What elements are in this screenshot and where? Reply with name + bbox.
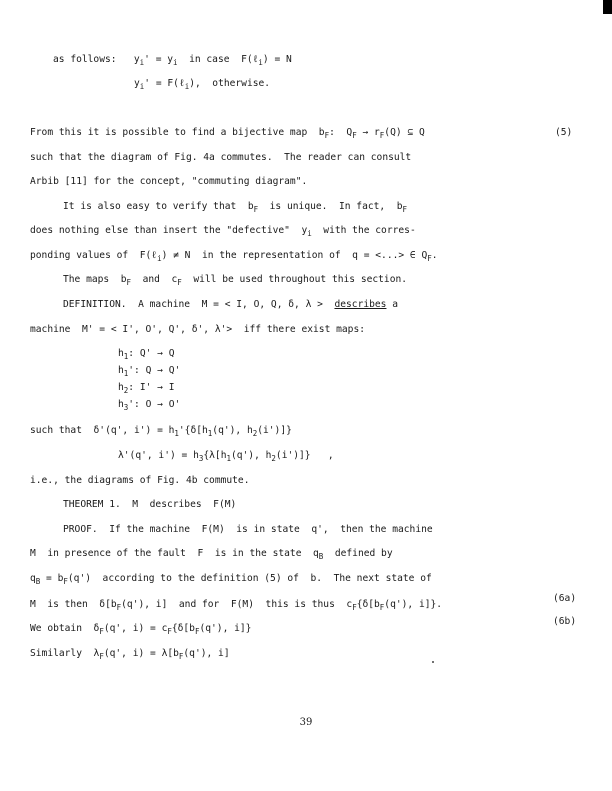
subscript: F <box>177 277 182 287</box>
text-run: The maps b <box>63 274 127 285</box>
text-line <box>30 226 416 236</box>
text-line <box>30 153 411 163</box>
text-run: a <box>386 299 399 310</box>
text-run: M is then δ[b <box>30 599 117 610</box>
subscript: F <box>63 576 68 586</box>
text-line <box>63 500 236 510</box>
text-run: : Q <box>329 127 353 138</box>
text-run: ℓ <box>151 250 158 261</box>
text-run: will be used throughout this section. <box>181 274 408 285</box>
text-run: PROOF. If the machine F(M) is in state q', then the machine <box>63 524 433 535</box>
equation-number-5: (5) <box>555 127 573 138</box>
text-run: ), otherwise. <box>189 78 271 89</box>
subscript: i <box>157 253 162 263</box>
subscript: 1 <box>226 453 231 463</box>
text-run: (q', i) = c <box>103 623 168 634</box>
subscript: F <box>167 626 172 636</box>
text-run: ': Q → Q' <box>128 365 181 376</box>
text-run: '{δ[h <box>178 425 208 436</box>
subscript: i <box>139 81 145 91</box>
text-line <box>30 128 425 138</box>
text-line <box>134 79 270 89</box>
text-run: (Q) ⊆ Q <box>384 127 425 138</box>
text-run: ': O → O' <box>128 399 181 410</box>
text-run: defined by <box>323 548 393 559</box>
text-line <box>53 55 292 65</box>
text-line <box>118 383 175 393</box>
text-run: such that δ'(q', i') = h <box>30 425 175 436</box>
text-run: ' = y <box>144 54 174 65</box>
text-run: (q'), i] <box>183 648 230 659</box>
text-line <box>118 349 175 359</box>
text-run: machine M' = < I', O', Q', δ', λ'> iff there exist maps: <box>30 324 366 335</box>
text-line <box>30 624 251 634</box>
text-run: {δ[b <box>171 623 195 634</box>
text-line <box>30 649 230 659</box>
subscript: F <box>126 277 132 287</box>
text-run: ) ≠ N in the representation of q = <...> ∈ Q <box>161 250 428 261</box>
text-run: (q', i) = λ[b <box>103 648 179 659</box>
subscript: i <box>307 228 312 238</box>
text-run: (q'), i]}. <box>384 599 443 610</box>
subscript: 2 <box>252 428 258 438</box>
subscript: 1 <box>123 351 129 361</box>
text-run: We obtain δ <box>30 623 100 634</box>
text-line <box>63 202 407 212</box>
text-line <box>30 476 250 486</box>
text-run: ponding values of F( <box>30 250 152 261</box>
text-run: = b <box>40 573 64 584</box>
text-run: → r <box>356 127 380 138</box>
text-run: h <box>118 365 124 376</box>
text-run: {λ[h <box>203 450 227 461</box>
text-run: : Q' → Q <box>128 348 175 359</box>
text-run: as follows: y <box>53 54 140 65</box>
text-line <box>30 426 292 436</box>
text-run: (q'), i] and for F(M) this is thus c <box>121 599 353 610</box>
text-run: It is also easy to verify that b <box>63 201 254 212</box>
text-run: with the corres- <box>311 225 416 236</box>
subscript: F <box>99 626 104 636</box>
text-line <box>30 177 307 187</box>
text-run: y <box>134 78 140 89</box>
equation-number-6b: (6b) <box>553 616 577 627</box>
text-line <box>30 549 393 559</box>
text-run: λ'(q', i') = h <box>118 450 199 461</box>
text-line <box>63 275 407 285</box>
subscript: i <box>139 57 145 67</box>
text-run: i.e., the diagrams of Fig. 4b commute. <box>30 475 250 486</box>
text-run: h <box>118 399 124 410</box>
subscript: F <box>352 130 357 140</box>
subscript: F <box>427 253 432 263</box>
subscript: F <box>379 602 385 612</box>
text-run: (q'), h <box>212 425 253 436</box>
text-run: and c <box>131 274 178 285</box>
subscript: i <box>184 81 190 91</box>
corner-mark <box>603 0 612 14</box>
text-run: does nothing else than insert the "defective" y <box>30 225 308 236</box>
subscript: B <box>318 551 324 561</box>
text-run: h <box>118 348 124 359</box>
page-number: 39 <box>299 717 313 728</box>
text-run: (q'), h <box>230 450 272 461</box>
text-run: ℓ <box>178 78 185 89</box>
text-run: DEFINITION. A machine M = < I, O, Q, δ, λ > <box>63 299 335 310</box>
subscript: 1 <box>123 368 129 378</box>
subscript: F <box>253 204 259 214</box>
text-line <box>30 251 438 261</box>
text-line <box>30 325 365 335</box>
text-run: is unique. In fact, b <box>258 201 403 212</box>
text-run: : I' → I <box>128 382 175 393</box>
text-run: (i')]} <box>257 425 292 436</box>
subscript: F <box>178 651 184 661</box>
text-run: in case F( <box>177 54 253 65</box>
text-line <box>63 525 433 535</box>
speck <box>432 661 434 663</box>
subscript: F <box>194 626 200 636</box>
text-line <box>63 300 398 310</box>
text-run: ℓ <box>252 54 259 65</box>
subscript: 1 <box>174 428 179 438</box>
text-run: {δ[b <box>356 599 380 610</box>
text-run: M in presence of the fault F is in the state q <box>30 548 319 559</box>
text-line <box>118 366 180 376</box>
text-run: such that the diagram of Fig. 4a commutes. The reader can consult <box>30 152 412 163</box>
equation-number-6a: (6a) <box>553 593 577 604</box>
text-run: Similarly λ <box>30 648 100 659</box>
subscript: 1 <box>207 428 213 438</box>
text-run: (q') according to the definition (5) of b. The next state of <box>67 573 432 584</box>
text-run: From this it is possible to find a bijective map b <box>30 127 325 138</box>
subscript: 3 <box>123 402 129 412</box>
subscript: i <box>258 57 263 67</box>
text-line <box>118 451 334 461</box>
text-run: THEOREM 1. M describes F(M) <box>63 499 237 510</box>
subscript: 2 <box>271 453 276 463</box>
text-run: . <box>431 250 438 261</box>
text-run: ' = F( <box>144 78 179 89</box>
subscript: F <box>324 130 330 140</box>
text-line <box>30 600 442 610</box>
subscript: F <box>352 602 357 612</box>
subscript: F <box>379 130 385 140</box>
text-line <box>118 400 180 410</box>
text-run: (q'), i]} <box>199 623 252 634</box>
subscript: F <box>116 602 122 612</box>
text-run: h <box>118 382 124 393</box>
text-line <box>30 574 432 584</box>
text-run: Arbib [11] for the concept, "commuting diagram". <box>30 176 308 187</box>
text-run: (i')]} , <box>275 450 334 461</box>
subscript: F <box>99 651 104 661</box>
text-run: ) = N <box>262 54 292 65</box>
subscript: 2 <box>123 385 129 395</box>
subscript: 3 <box>198 453 204 463</box>
subscript: B <box>35 576 41 586</box>
subscript: F <box>402 204 408 214</box>
text-run: q <box>30 573 36 584</box>
text-run: describes <box>334 299 387 310</box>
subscript: i <box>173 57 178 67</box>
